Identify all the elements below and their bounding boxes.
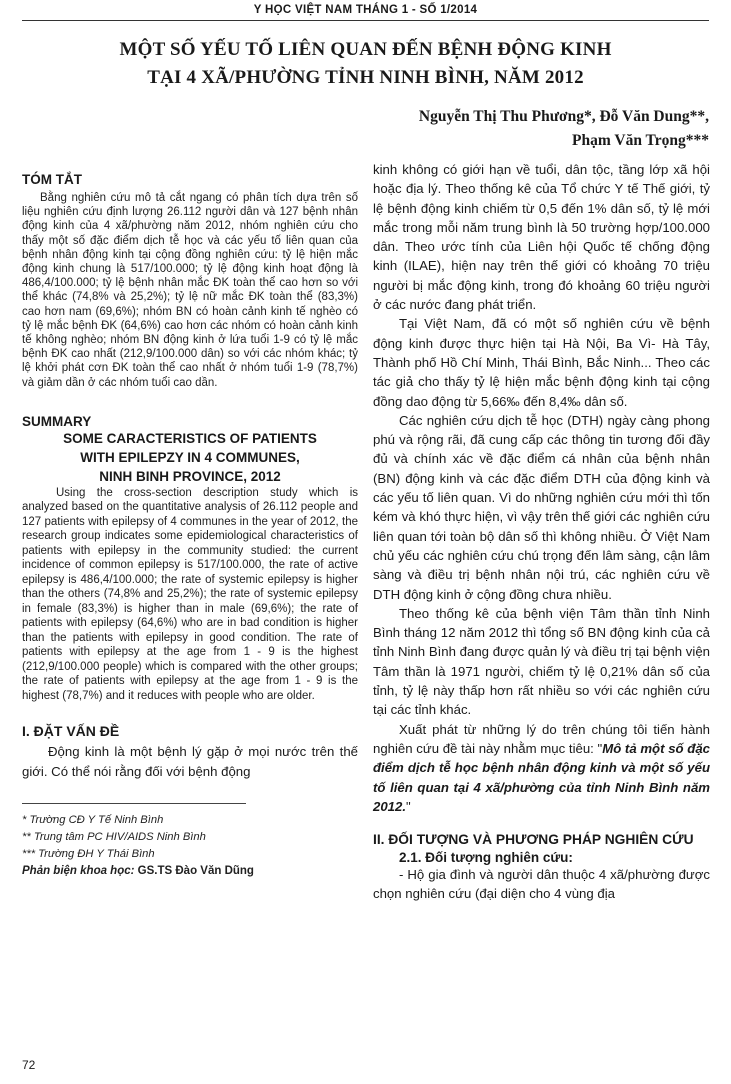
abstract-vi-text [22, 191, 358, 390]
right-column [373, 160, 710, 904]
summary-heading: SUMMARY [22, 413, 92, 429]
intro-paragraph-1: kinh không có giới hạn về tuổi, dân tộc, tầng lớp xã hội hoặc địa lý. Theo thống kê của Tổ chức Y tế Thế giới, tỷ lệ bệnh động kinh chiếm từ 0,5 đến 1% dân số, tỷ lệ mới mắc trong mỗi năm trung bình là 50 trường hợp/100.000 dân. Theo ước tính của Liên hội Quốc tế chống động kinh (ILAE), hiện nay trên thế giới có khoảng 70 triệu người bị mắc động kinh, trong đó khoảng 60 triệu người ở các nước đang phát triển. [373, 162, 710, 313]
title-line-2: TẠI 4 XÃ/PHƯỜNG TỈNH NINH BÌNH, NĂM 2012 [147, 67, 584, 88]
section-1-text [22, 742, 358, 781]
subsection-2-1-heading: 2.1. Đối tượng nghiên cứu: [399, 850, 573, 866]
summary-title-line-3: NINH BINH PROVINCE, 2012 [99, 468, 281, 484]
section-2-paragraph-1: - Hộ gia đình và người dân thuộc 4 xã/phường được chọn nghiên cứu (đại diện cho 4 vùng địa [373, 867, 710, 902]
intro-paragraph-4: Theo thống kê của bệnh viện Tâm thần tỉnh Ninh Bình tháng 12 năm 2012 thì tổng số BN động kinh của cả tỉnh Ninh Bình đang được quản lý và điều trị tại bệnh viện Tâm thần là 1971 người, chiếm tỷ lệ 0,21% dân số của tỉnh, tỷ lệ này thấp hơn rất nhiều so với các nghiên cứu tại các tỉnh khác. [373, 605, 710, 718]
summary-title-line-2: WITH EPILEPZY IN 4 COMMUNES, [80, 449, 300, 465]
footnote-1: * Trường CĐ Y Tế Ninh Bình [22, 813, 164, 826]
section-2-heading: II. ĐỐI TƯỢNG VÀ PHƯƠNG PHÁP NGHIÊN CỨU [373, 832, 694, 848]
page-number: 72 [22, 1058, 36, 1072]
right-column-text [373, 160, 710, 816]
article-title [30, 36, 701, 92]
intro-paragraph-3: Các nghiên cứu dịch tễ học (DTH) ngày càng phong phú và rộng rãi, đã cung cấp các thông tin tương đối đầy đủ và chính xác về đặc điểm cá nhân của bệnh nhân (BN) động kinh và các đặc điểm DTH của động kinh và các yếu tố liên quan. Vì do những nghiên cứu mới thì tốn kém và khó thực hiện, vì vậy trên thế giới các nghiên cứu liên quan tới toàn bộ dân số thì không nhiều. Ở Việt Nam chủ yếu các nghiên cứu chú trọng đến lâm sàng, cận lâm sàng và điều trị bệnh nhân nội trú, các nghiên cứu về DTH động kinh ở cộng đồng chưa nhiều. [373, 412, 710, 602]
footnote-2: ** Trung tâm PC HIV/AIDS Ninh Bình [22, 830, 206, 843]
objective-lead: Xuất phát từ những lý do trên chúng tôi tiến hành nghiên cứu đề tài này nhằm mục tiêu: " [373, 721, 710, 756]
section-1-paragraph-1: Động kinh là một bệnh lý gặp ở mọi nước trên thế giới. Có thể nói rằng đối với bệnh động [22, 744, 358, 779]
objective-tail: " [406, 798, 411, 814]
intro-paragraph-5 [373, 720, 710, 816]
reviewer-name: GS.TS Đào Văn Dũng [137, 864, 254, 877]
abstract-vi-paragraph: Bằng nghiên cứu mô tả cắt ngang có phân tích dựa trên số liệu nghiên cứu định lượng 26.112 người dân và 127 bệnh nhân động kinh của 4 xã/phường năm 2012, nhóm nghiên cứu cho thấy một số đặc điểm dịch tễ học và các yếu tố liên quan của bệnh nhân động kinh tại cộng đồng nghiên cứu: tỷ lệ hiện mắc động kinh chung là 517/100.000; tỷ lệ động kinh hoạt động là 486,4/100.000; tỷ lệ bệnh nhân mắc ĐK toàn thể cao hơn so với thể khác (74,8% và 25,2%); tỷ lệ nữ mắc ĐK toàn thể (83,3%) cao hơn nam (69,6%); nhóm BN có hoàn cảnh kinh tế nghèo có tỷ lệ mắc bệnh ĐK (64,6%) cao hơn các nhóm có hoàn cảnh kinh tế không nghèo; nhóm BN động kinh ở lứa tuổi 1-9 có tỷ lệ mắc bệnh ĐK cao nhất (212,9/100.000 dân) so với các nhóm khác; tỷ lệ khởi phát cơn ĐK toàn thể cao nhất ở nhóm tuổi 1-9 (78,7%) và giảm dần ở các nhóm tuổi cao dần. [22, 192, 358, 389]
abstract-vi-heading: TÓM TẮT [22, 172, 82, 187]
section-1-heading: I. ĐẶT VẤN ĐỀ [22, 723, 120, 740]
authors-line-2: Phạm Văn Trọng*** [572, 132, 709, 149]
authors-line-1: Nguyễn Thị Thu Phương*, Đỗ Văn Dung**, [418, 108, 709, 125]
section-2-text [373, 865, 710, 904]
summary-paragraph: Using the cross-section description study which is analyzed based on the quantitative analysis of 26.112 people and 127 patients with epilepsy of 4 communes in the year of 2012, the research group indicates some epidemiological characteristics of patients with epilepsy in the community studied: the current incidence of common epilepsy is 517/100.000, the rate of active epilepsy is 486,4/100.000; the rate of systemic epilepsy is higher than the others (74,8% and 25,2%); the rate of systemic epilepsy in female (83,3%) is higher than in male (69,6%); the rate of patients with epilepsy (64,6%) who are in bad condition is higher than the patients with epilepsy in good condition. The rate of patients with epilepsy at the age from 1 - 9 is the highest (212,9/100.000 people) which is compared with the other groups; the rate of patients with epilepsy at the age from 1 - 9 is the highest (78,7%) and it reduces with people who are older. [22, 486, 358, 702]
journal-header: Y HỌC VIỆT NAM THÁNG 1 - SỐ 1/2014 [22, 0, 709, 21]
footnote-divider [22, 803, 246, 804]
summary-title-line-1: SOME CARACTERISTICS OF PATIENTS [63, 430, 317, 446]
title-line-1: MỘT SỐ YẾU TỐ LIÊN QUAN ĐẾN BỆNH ĐỘNG KINH [119, 39, 612, 60]
intro-paragraph-2: Tại Việt Nam, đã có một số nghiên cứu về bệnh động kinh được thực hiện tại Hà Nội, Ba Vì- Hà Tây, Thành phố Hồ Chí Minh, Thái Bình, Bắc Ninh... Theo các tác giả cho thấy tỷ lệ hiện mắc bệnh động kinh tại cộng đồng dao động từ 5,66‰ đến 8,4‰ dân số. [373, 316, 710, 409]
reviewer-line [22, 863, 358, 880]
summary-title [22, 429, 358, 486]
left-column [22, 160, 358, 880]
author-list [419, 105, 709, 153]
summary-text [22, 486, 358, 704]
footnote-3: *** Trường ĐH Y Thái Bình [22, 847, 155, 860]
footnotes [22, 812, 358, 880]
objective-statement: Mô tả một số đặc điểm dịch tễ học bệnh nhân động kinh và một số yếu tố liên quan tại 4 xã/phường của tỉnh Ninh Bình năm 2012. [373, 740, 710, 814]
reviewer-label: Phản biện khoa học: [22, 864, 135, 877]
